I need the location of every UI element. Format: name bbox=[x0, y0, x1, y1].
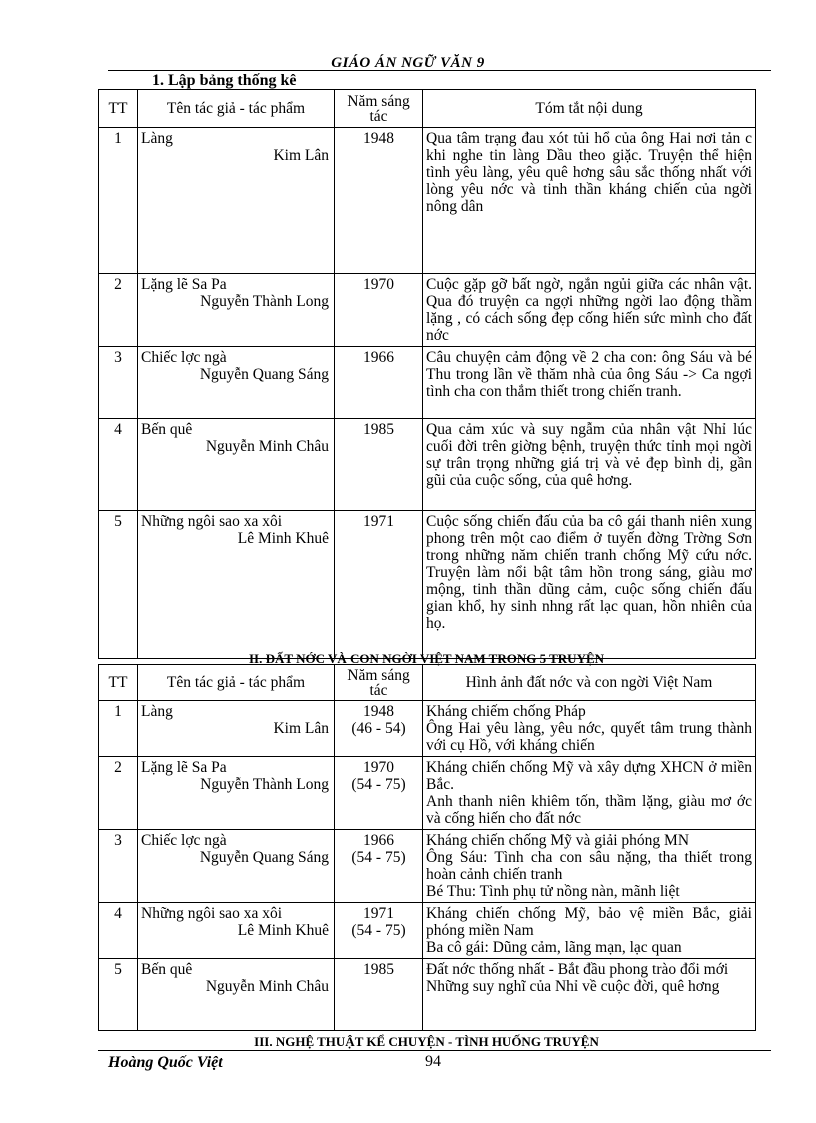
image-line: Kháng chiến chống Mỹ và xây dựng XHCN ở miền Bắc. bbox=[426, 759, 752, 793]
images-cell bbox=[423, 959, 756, 1031]
summary-cell: Cuộc sống chiến đấu của ba cô gái thanh niên xung phong trên một cao điểm ở tuyến đờng Trờng Sơn trong những năm chiến tranh chống Mỹ cứu nớc. Truyện làm nổi bật tâm hồn trong sáng, giàu mơ mộng, tinh thần dũng cảm, cuộc sống chiến đấu gian khổ, hy sinh nhng rất lạc quan, hồn nhiên của họ. bbox=[423, 511, 756, 659]
author-work-cell bbox=[138, 128, 335, 274]
author-work-cell bbox=[138, 757, 335, 830]
work-title: Bến quê bbox=[141, 421, 193, 438]
year-cell bbox=[335, 830, 423, 903]
summary-cell: Câu chuyện cảm động về 2 cha con: ông Sáu và bé Thu trong lần về thăm nhà của ông Sáu -> Ca ngợi tình cha con thắm thiết trong chiến tranh. bbox=[423, 347, 756, 419]
row-number: 4 bbox=[99, 419, 138, 511]
section2-title: II. ĐẤT NỚC VÀ CON NGỜI VIỆT NAM TRONG 5 TRUYỆN bbox=[248, 651, 605, 666]
work-title: Bến quê bbox=[141, 961, 193, 978]
image-line: Kháng chiến chống Mỹ, bảo vệ miền Bắc, giải phóng miền Nam bbox=[426, 905, 752, 939]
author-work-cell bbox=[138, 830, 335, 903]
table-row bbox=[99, 959, 756, 1031]
column-header-images: Hình ảnh đất nớc và con ngời Việt Nam bbox=[423, 665, 756, 701]
image-line: Bé Thu: Tình phụ tử nồng nàn, mãnh liệt bbox=[426, 883, 680, 900]
author-name: Kim Lân bbox=[273, 720, 329, 737]
image-line: Ông Sáu: Tình cha con sâu nặng, tha thiết trong hoàn cảnh chiến tranh bbox=[426, 849, 752, 883]
table-row bbox=[99, 274, 756, 347]
summary-cell: Qua tâm trạng đau xót tủi hổ của ông Hai nơi tản c khi nghe tin làng Dầu theo giặc. Truyện thể hiện tình yêu làng, yêu quê hơng sâu sắc thống nhất với lòng yêu nớc và tinh thần kháng chiến của ngời nông dân bbox=[423, 128, 756, 274]
image-line: Ba cô gái: Dũng cảm, lãng mạn, lạc quan bbox=[426, 939, 682, 956]
images-cell bbox=[423, 757, 756, 830]
year-cell bbox=[335, 757, 423, 830]
row-number: 5 bbox=[99, 959, 138, 1031]
column-header-summary: Tóm tắt nội dung bbox=[423, 90, 756, 128]
table-row bbox=[99, 511, 756, 659]
country-people-table bbox=[98, 664, 756, 1031]
work-title: Lặng lẽ Sa Pa bbox=[141, 276, 227, 293]
table-row bbox=[99, 701, 756, 757]
column-header-author-work: Tên tác giả - tác phẩm bbox=[138, 90, 335, 128]
row-number: 3 bbox=[99, 830, 138, 903]
section1-title: 1. Lập bảng thống kê bbox=[152, 72, 297, 89]
footer-divider bbox=[98, 1050, 771, 1051]
year-cell bbox=[335, 903, 423, 959]
period-value: (46 - 54) bbox=[351, 720, 406, 737]
column-header-tt: TT bbox=[99, 90, 138, 128]
year-cell: 1970 bbox=[335, 274, 423, 347]
row-number: 5 bbox=[99, 511, 138, 659]
work-title: Những ngôi sao xa xôi bbox=[141, 905, 282, 922]
period-value: (54 - 75) bbox=[351, 922, 406, 939]
image-line: Kháng chiếm chống Pháp bbox=[426, 703, 586, 720]
author-work-cell bbox=[138, 274, 335, 347]
images-cell bbox=[423, 701, 756, 757]
footer-author: Hoàng Quốc Việt bbox=[108, 1054, 223, 1071]
statistics-table bbox=[98, 89, 756, 659]
author-work-cell bbox=[138, 959, 335, 1031]
table-row bbox=[99, 128, 756, 274]
table-row bbox=[99, 347, 756, 419]
table-row bbox=[99, 419, 756, 511]
summary-cell: Qua cảm xúc và suy ngẫm của nhân vật Nhỉ lúc cuối đời trên giờng bệnh, truyện thức tỉnh mọi ngời sự trân trọng những giá trị và vẻ đẹp bình dị, gần gũi của cuộc sống, của quê hơng. bbox=[423, 419, 756, 511]
images-cell bbox=[423, 903, 756, 959]
summary-cell: Cuộc gặp gỡ bất ngờ, ngắn ngủi giữa các nhân vật. Qua đó truyện ca ngợi những ngời lao động thầm lặng , có cách sống đẹp cống hiến sức mình cho đất nớc bbox=[423, 274, 756, 347]
row-number: 3 bbox=[99, 347, 138, 419]
page-header-title: GIÁO ÁN NGỮ VĂN 9 bbox=[331, 55, 485, 71]
image-line: Kháng chiến chống Mỹ và giải phóng MN bbox=[426, 832, 690, 849]
work-title: Lặng lẽ Sa Pa bbox=[141, 759, 227, 776]
work-title: Làng bbox=[141, 130, 173, 147]
author-name: Nguyễn Minh Châu bbox=[205, 978, 329, 995]
year-value: 1970 bbox=[363, 759, 394, 776]
row-number: 2 bbox=[99, 274, 138, 347]
column-header-year: Năm sáng tác bbox=[335, 665, 423, 701]
author-name: Nguyễn Thành Long bbox=[200, 293, 329, 310]
author-name: Nguyễn Quang Sáng bbox=[199, 366, 329, 383]
row-number: 1 bbox=[99, 128, 138, 274]
year-cell bbox=[335, 959, 423, 1031]
period-value: (54 - 75) bbox=[351, 776, 406, 793]
work-title: Những ngôi sao xa xôi bbox=[141, 513, 282, 530]
image-line: Ông Hai yêu làng, yêu nớc, quyết tâm trung thành với cụ Hồ, với kháng chiến bbox=[426, 720, 752, 754]
author-name: Nguyễn Minh Châu bbox=[205, 438, 329, 455]
year-value: 1966 bbox=[363, 832, 394, 849]
work-title: Chiếc lợc ngà bbox=[141, 832, 227, 849]
header-divider bbox=[108, 70, 771, 71]
year-cell: 1971 bbox=[335, 511, 423, 659]
author-work-cell bbox=[138, 903, 335, 959]
author-name: Nguyễn Quang Sáng bbox=[199, 849, 329, 866]
author-name: Lê Minh Khuê bbox=[237, 530, 329, 547]
year-value: 1971 bbox=[363, 905, 394, 922]
year-cell: 1985 bbox=[335, 419, 423, 511]
year-value: 1985 bbox=[363, 961, 394, 978]
author-name: Nguyễn Thành Long bbox=[200, 776, 329, 793]
work-title: Làng bbox=[141, 703, 173, 720]
row-number: 2 bbox=[99, 757, 138, 830]
work-title: Chiếc lợc ngà bbox=[141, 349, 227, 366]
table-row bbox=[99, 903, 756, 959]
author-work-cell bbox=[138, 347, 335, 419]
year-value: 1948 bbox=[363, 703, 394, 720]
author-name: Lê Minh Khuê bbox=[237, 922, 329, 939]
year-cell: 1948 bbox=[335, 128, 423, 274]
images-cell bbox=[423, 830, 756, 903]
section3-title: III. NGHỆ THUẬT KỂ CHUYỆN - TÌNH HUỐNG TRUYỆN bbox=[254, 1034, 599, 1049]
period-value: (54 - 75) bbox=[351, 849, 406, 866]
author-work-cell bbox=[138, 701, 335, 757]
table-row bbox=[99, 830, 756, 903]
column-header-year: Năm sáng tác bbox=[335, 90, 423, 128]
row-number: 1 bbox=[99, 701, 138, 757]
column-header-author-work: Tên tác giả - tác phẩm bbox=[138, 665, 335, 701]
image-line: Anh thanh niên khiêm tốn, thầm lặng, giàu mơ ớc và cống hiến cho đất nớc bbox=[426, 793, 752, 827]
image-line: Đất nớc thống nhất - Bắt đầu phong trào đổi mới bbox=[426, 961, 729, 978]
row-number: 4 bbox=[99, 903, 138, 959]
author-work-cell bbox=[138, 511, 335, 659]
year-cell bbox=[335, 701, 423, 757]
year-cell: 1966 bbox=[335, 347, 423, 419]
table-row bbox=[99, 757, 756, 830]
image-line: Những suy nghĩ của Nhỉ về cuộc đời, quê hơng bbox=[426, 978, 720, 995]
page-number: 94 bbox=[425, 1053, 441, 1070]
column-header-tt: TT bbox=[99, 665, 138, 701]
author-name: Kim Lân bbox=[273, 147, 329, 164]
author-work-cell bbox=[138, 419, 335, 511]
